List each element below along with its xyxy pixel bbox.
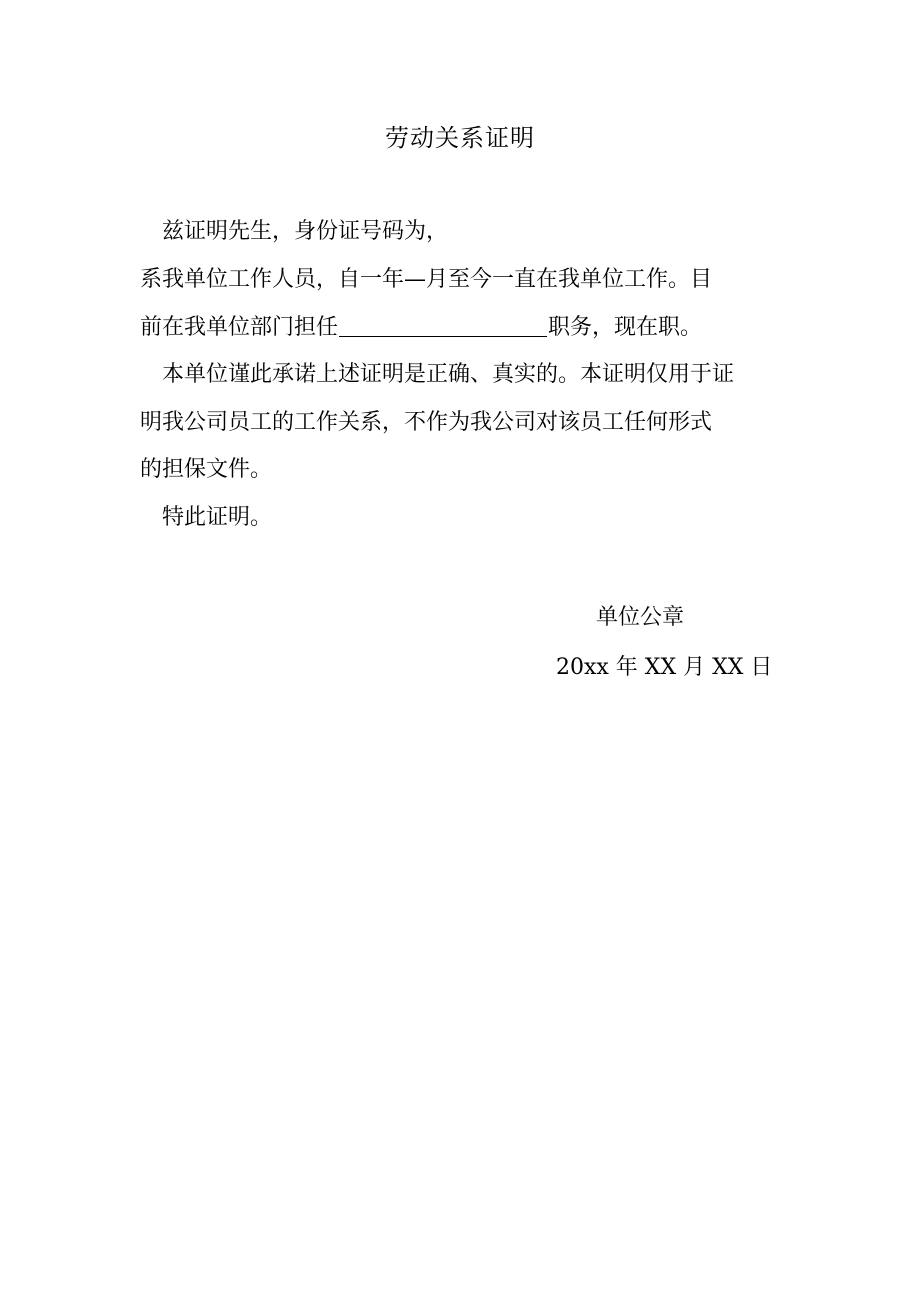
- position-blank-line: [339, 312, 547, 337]
- paragraph-1-line-3: [140, 308, 800, 348]
- paragraph-2-line-2: 明我公司员工的工作关系，不作为我公司对该员工任何形式: [140, 410, 713, 435]
- position-suffix-text: 职务，现在职。: [548, 315, 703, 340]
- closing-statement: 特此证明。: [162, 505, 273, 530]
- company-seal-label: 单位公章: [596, 605, 685, 630]
- paragraph-1-line-1: 兹证明先生，身份证号码为，: [162, 219, 449, 244]
- issue-date: 20xx 年 XX 月 XX 日: [556, 655, 773, 680]
- position-prefix-text: 前在我单位部门担任: [140, 315, 339, 340]
- paragraph-2-line-1: 本单位谨此承诺上述证明是正确、真实的。本证明仅用于证: [162, 362, 735, 387]
- document-title: 劳动关系证明: [385, 124, 535, 152]
- paragraph-1-line-2: 系我单位工作人员，自一年—月至今一直在我单位工作。目: [140, 267, 713, 292]
- paragraph-2-line-3: 的担保文件。: [140, 457, 273, 482]
